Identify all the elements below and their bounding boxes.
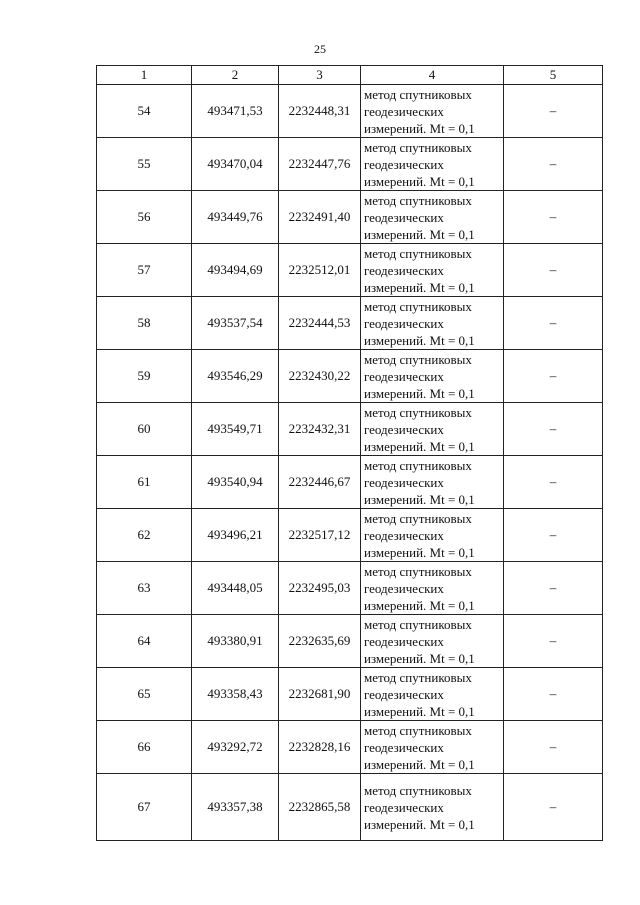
method-line-2: геодезических (364, 103, 444, 119)
method-line-3: измерений. Mt = 0,1 (364, 491, 475, 507)
y-coordinate-cell: 2232635,69 (279, 615, 361, 668)
method-cell (361, 350, 504, 403)
method-line-2: геодезических (364, 368, 444, 384)
y-coordinate-cell: 2232446,67 (279, 456, 361, 509)
x-coordinate-cell: 493380,91 (192, 615, 279, 668)
point-number-cell: 58 (97, 297, 192, 350)
y-coordinate-cell: 2232448,31 (279, 85, 361, 138)
y-coordinate-cell: 2232430,22 (279, 350, 361, 403)
method-line-1: метод спутниковых (364, 457, 472, 473)
point-number-cell: 59 (97, 350, 192, 403)
method-cell (361, 721, 504, 774)
x-coordinate-cell: 493449,76 (192, 191, 279, 244)
method-line-3: измерений. Mt = 0,1 (364, 544, 475, 560)
point-number-cell: 57 (97, 244, 192, 297)
y-coordinate-cell: 2232432,31 (279, 403, 361, 456)
method-line-2: геодезических (364, 580, 444, 596)
x-coordinate-cell: 493292,72 (192, 721, 279, 774)
method-line-3: измерений. Mt = 0,1 (364, 226, 475, 242)
method-line-1: метод спутниковых (364, 669, 472, 685)
point-number-cell: 60 (97, 403, 192, 456)
point-number-cell: 66 (97, 721, 192, 774)
point-number-cell: 63 (97, 562, 192, 615)
page-number: 25 (314, 42, 326, 56)
coordinates-table (96, 65, 603, 841)
table-row (97, 191, 603, 244)
table-row (97, 774, 603, 841)
method-line-1: метод спутниковых (364, 245, 472, 261)
method-line-1: метод спутниковых (364, 298, 472, 314)
header-col-5: 5 (504, 66, 603, 85)
x-coordinate-cell: 493358,43 (192, 668, 279, 721)
method-line-2: геодезических (364, 686, 444, 702)
y-coordinate-cell: 2232865,58 (279, 774, 361, 841)
method-line-1: метод спутниковых (364, 510, 472, 526)
method-line-3: измерений. Mt = 0,1 (364, 597, 475, 613)
method-line-3: измерений. Mt = 0,1 (364, 120, 475, 136)
header-col-2: 2 (192, 66, 279, 85)
method-cell (361, 138, 504, 191)
method-line-2: геодезических (364, 633, 444, 649)
x-coordinate-cell: 493470,04 (192, 138, 279, 191)
column-5-cell: – (504, 456, 603, 509)
column-5-cell: – (504, 350, 603, 403)
table-body (97, 85, 603, 841)
y-coordinate-cell: 2232512,01 (279, 244, 361, 297)
table-row (97, 668, 603, 721)
table-row (97, 721, 603, 774)
table-row (97, 456, 603, 509)
method-line-1: метод спутниковых (364, 139, 472, 155)
method-line-3: измерений. Mt = 0,1 (364, 756, 475, 772)
method-line-1: метод спутниковых (364, 86, 472, 102)
method-cell (361, 297, 504, 350)
method-line-2: геодезических (364, 209, 444, 225)
x-coordinate-cell: 493546,29 (192, 350, 279, 403)
y-coordinate-cell: 2232491,40 (279, 191, 361, 244)
column-5-cell: – (504, 615, 603, 668)
method-line-3: измерений. Mt = 0,1 (364, 279, 475, 295)
table-row (97, 350, 603, 403)
method-cell (361, 668, 504, 721)
x-coordinate-cell: 493540,94 (192, 456, 279, 509)
method-line-3: измерений. Mt = 0,1 (364, 385, 475, 401)
method-line-2: геодезических (364, 799, 444, 815)
method-line-3: измерений. Mt = 0,1 (364, 703, 475, 719)
method-line-2: геодезических (364, 315, 444, 331)
point-number-cell: 67 (97, 774, 192, 841)
method-cell (361, 403, 504, 456)
header-col-1: 1 (97, 66, 192, 85)
method-line-1: метод спутниковых (364, 722, 472, 738)
y-coordinate-cell: 2232444,53 (279, 297, 361, 350)
point-number-cell: 54 (97, 85, 192, 138)
table-row (97, 403, 603, 456)
column-5-cell: – (504, 85, 603, 138)
y-coordinate-cell: 2232828,16 (279, 721, 361, 774)
method-cell (361, 191, 504, 244)
method-cell (361, 85, 504, 138)
method-line-2: геодезических (364, 739, 444, 755)
point-number-cell: 62 (97, 509, 192, 562)
header-col-3: 3 (279, 66, 361, 85)
point-number-cell: 56 (97, 191, 192, 244)
method-line-1: метод спутниковых (364, 404, 472, 420)
table-row (97, 562, 603, 615)
table-row (97, 297, 603, 350)
x-coordinate-cell: 493448,05 (192, 562, 279, 615)
method-line-1: метод спутниковых (364, 782, 472, 798)
method-line-1: метод спутниковых (364, 616, 472, 632)
y-coordinate-cell: 2232681,90 (279, 668, 361, 721)
method-cell (361, 456, 504, 509)
y-coordinate-cell: 2232517,12 (279, 509, 361, 562)
method-line-2: геодезических (364, 421, 444, 437)
table-row (97, 615, 603, 668)
table-row (97, 244, 603, 297)
method-line-3: измерений. Mt = 0,1 (364, 173, 475, 189)
method-cell (361, 509, 504, 562)
point-number-cell: 64 (97, 615, 192, 668)
method-line-3: измерений. Mt = 0,1 (364, 816, 475, 832)
method-line-1: метод спутниковых (364, 192, 472, 208)
table-row (97, 509, 603, 562)
x-coordinate-cell: 493494,69 (192, 244, 279, 297)
method-cell (361, 244, 504, 297)
y-coordinate-cell: 2232447,76 (279, 138, 361, 191)
point-number-cell: 65 (97, 668, 192, 721)
table-row (97, 138, 603, 191)
column-5-cell: – (504, 562, 603, 615)
header-col-4: 4 (361, 66, 504, 85)
column-5-cell: – (504, 721, 603, 774)
y-coordinate-cell: 2232495,03 (279, 562, 361, 615)
method-cell (361, 774, 504, 841)
header-row (97, 66, 603, 85)
column-5-cell: – (504, 509, 603, 562)
column-5-cell: – (504, 774, 603, 841)
method-line-2: геодезических (364, 474, 444, 490)
method-line-2: геодезических (364, 527, 444, 543)
point-number-cell: 61 (97, 456, 192, 509)
method-line-1: метод спутниковых (364, 563, 472, 579)
column-5-cell: – (504, 191, 603, 244)
column-5-cell: – (504, 138, 603, 191)
method-line-3: измерений. Mt = 0,1 (364, 650, 475, 666)
point-number-cell: 55 (97, 138, 192, 191)
method-cell (361, 615, 504, 668)
method-cell (361, 562, 504, 615)
column-5-cell: – (504, 297, 603, 350)
x-coordinate-cell: 493471,53 (192, 85, 279, 138)
column-5-cell: – (504, 668, 603, 721)
x-coordinate-cell: 493496,21 (192, 509, 279, 562)
table-header (97, 66, 603, 85)
x-coordinate-cell: 493549,71 (192, 403, 279, 456)
method-line-2: геодезических (364, 262, 444, 278)
x-coordinate-cell: 493537,54 (192, 297, 279, 350)
method-line-1: метод спутниковых (364, 351, 472, 367)
table-row (97, 85, 603, 138)
method-line-3: измерений. Mt = 0,1 (364, 438, 475, 454)
x-coordinate-cell: 493357,38 (192, 774, 279, 841)
column-5-cell: – (504, 244, 603, 297)
method-line-3: измерений. Mt = 0,1 (364, 332, 475, 348)
column-5-cell: – (504, 403, 603, 456)
method-line-2: геодезических (364, 156, 444, 172)
